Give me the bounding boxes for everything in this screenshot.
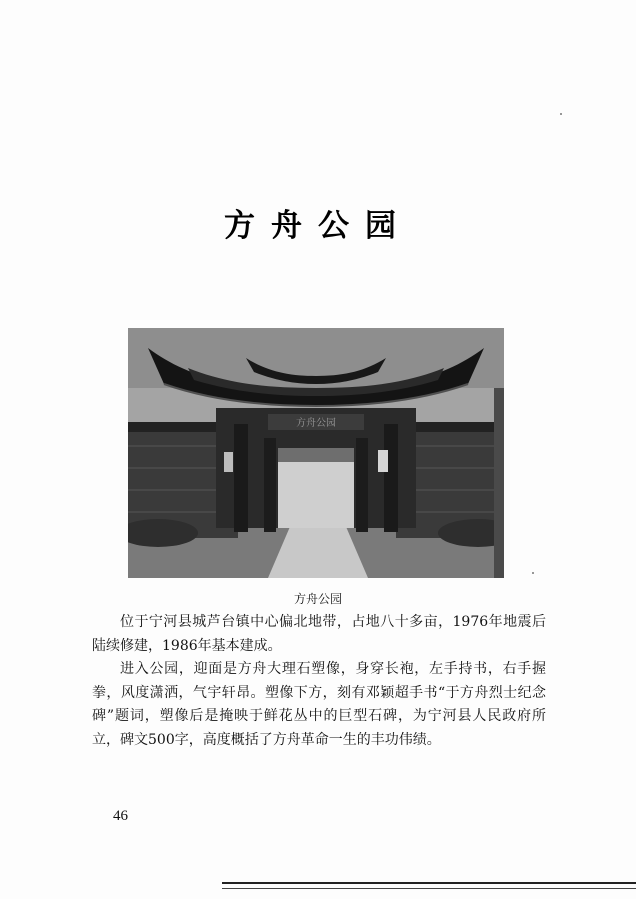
- body-text: [92, 611, 546, 752]
- footer-rule-thin: [222, 888, 636, 889]
- page-number: 46: [113, 808, 128, 824]
- scan-speck: [532, 572, 534, 574]
- page-title: 方舟公园: [224, 208, 412, 244]
- park-gate-photo: [128, 328, 504, 578]
- paragraph-1: 位于宁河县城芦台镇中心偏北地带，占地八十多亩，1976年地震后陆续修建，1986年基本建成。: [92, 614, 546, 654]
- gate-sign-text: 方舟公园: [296, 418, 336, 429]
- footer-rule-thick: [222, 882, 636, 884]
- paragraph-2: 进入公园，迎面是方舟大理石塑像，身穿长袍，左手持书，右手握拳，风度潇洒，气宇轩昂。塑像下方，刻有邓颖超手书“于方舟烈士纪念碑”题词，塑像后是掩映于鲜花丛中的巨型石碑，为宁河县人民政府所立，碑文500字，高度概括了方舟革命一生的丰功伟绩。: [92, 661, 546, 748]
- photo-caption: 方舟公园: [293, 592, 342, 606]
- scan-speck: [560, 113, 562, 115]
- park-gate-illustration: [128, 328, 504, 578]
